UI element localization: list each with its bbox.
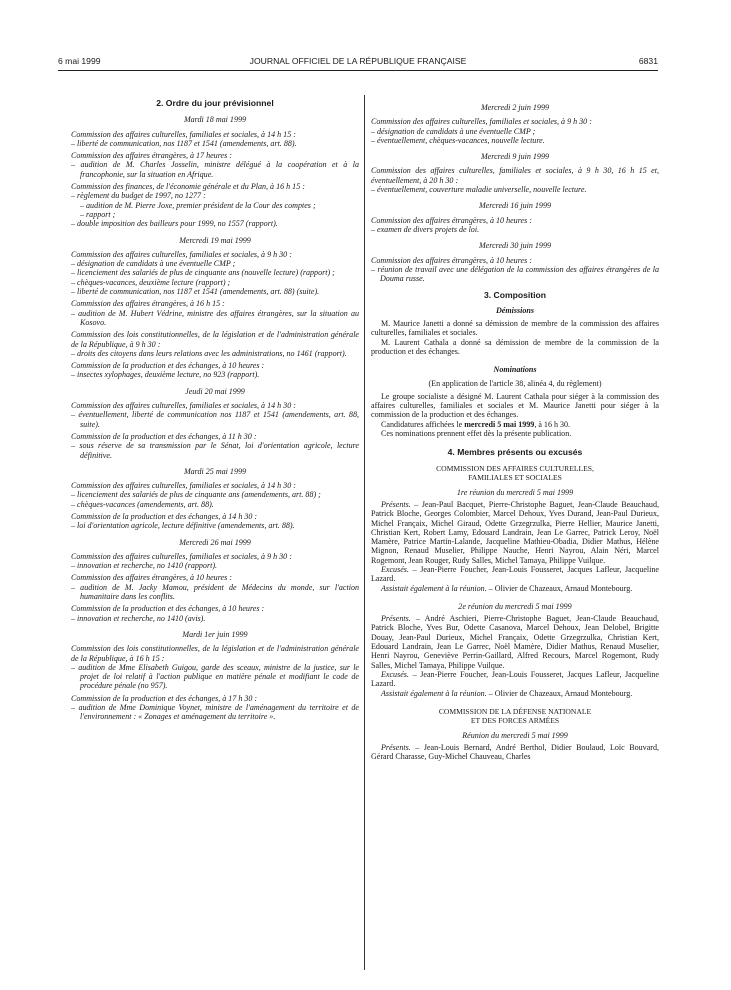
commission-line: Commission des affaires culturelles, familiales et sociales, à 9 h 30 : bbox=[371, 117, 592, 127]
excuses-paragraph bbox=[371, 565, 659, 584]
agenda-item: – innovation et recherche, no 1410 (rapport). bbox=[71, 561, 218, 571]
commission-heading-line: COMMISSION DE LA DÉFENSE NATIONALE bbox=[438, 706, 592, 716]
day-heading: Mardi 18 mai 1999 bbox=[183, 115, 247, 125]
commission-line: Commission des affaires étrangères, à 10 heures : bbox=[71, 573, 232, 583]
reunion-heading: 2e réunion du mercredi 5 mai 1999 bbox=[458, 601, 572, 611]
assistait-list: – Olivier de Chazeaux, Arnaud Montebourg. bbox=[486, 583, 633, 593]
agenda-item: – désignation de candidats à une éventuelle CMP ; bbox=[71, 259, 236, 269]
excuses-list: – Jean-Pierre Foucher, Jean-Louis Fousseret, Jacques Lafleur, Jacqueline Lazard. bbox=[371, 564, 659, 584]
header-rule bbox=[58, 70, 658, 71]
day-heading: Jeudi 20 mai 1999 bbox=[185, 386, 245, 396]
commission-line: Commission des affaires culturelles, familiales et sociales, à 9 h 30, 16 h 15 et, éventuellement, à 20 h 30 : bbox=[371, 166, 659, 185]
day-heading: Mercredi 16 juin 1999 bbox=[478, 201, 552, 211]
day-heading: Mercredi 19 mai 1999 bbox=[179, 235, 251, 245]
agenda-item: – audition de M. Hubert Védrine, ministre des affaires étrangères, sur la situation au Kosovo. bbox=[71, 308, 359, 327]
nominations-effect: Ces nominations prennent effet dès la présente publication. bbox=[381, 429, 572, 439]
agenda-item: – insectes xylophages, deuxième lecture, no 923 (rapport). bbox=[71, 370, 260, 380]
agenda-item: – audition de M. Charles Josselin, ministre délégué à la coopération et à la francophonie, sur la situation en Afrique. bbox=[71, 160, 359, 179]
assistait-paragraph bbox=[371, 689, 659, 698]
commission-line: Commission des lois constitutionnelles, de la législation et de l'administration générale de la République, à 9 h 30 : bbox=[71, 330, 359, 349]
agenda-list bbox=[71, 115, 359, 721]
commission-line: Commission des affaires culturelles, familiales et sociales, à 9 h 30 : bbox=[71, 249, 292, 259]
agenda-item: – droits des citoyens dans leurs relations avec les administrations, no 1461 (rapport). bbox=[71, 348, 347, 358]
commission-line: Commission de la production et des échanges, à 10 heures : bbox=[71, 361, 265, 371]
agenda-item: – chèques-vacances (amendements, art. 88). bbox=[71, 499, 214, 509]
commission-line: Commission de la production et des échanges, à 10 heures : bbox=[71, 604, 265, 614]
reunion-heading: 1re réunion du mercredi 5 mai 1999 bbox=[456, 487, 574, 497]
demission-paragraph: M. Laurent Cathala a donné sa démission de membre de la commission de la production et des échanges. bbox=[371, 337, 659, 356]
agenda-item: – réunion de travail avec une délégation de la commission des affaires étrangères de la Douma russe. bbox=[371, 264, 659, 284]
assistait-list: – Olivier de Chazeaux, Arnaud Montebourg. bbox=[486, 688, 633, 698]
presents-label: Présents. bbox=[381, 499, 411, 509]
assistait-label: Assistait également à la réunion. bbox=[381, 583, 487, 593]
commission-line: Commission de la production et des échanges, à 14 h 30 : bbox=[71, 511, 258, 521]
agenda-item: – éventuellement, chèques-vacances, nouvelle lecture. bbox=[371, 135, 545, 145]
commission-line: Commission des lois constitutionnelles, de la législation et de l'administration générale de la République, à 16 h 15 : bbox=[71, 644, 359, 663]
day-heading: Mardi 1er juin 1999 bbox=[182, 629, 248, 639]
presents-label: Présents. bbox=[381, 743, 411, 753]
agenda-item: – loi d'orientation agricole, lecture définitive (amendements, art. 88). bbox=[71, 521, 295, 531]
commission-line: Commission des affaires culturelles, familiales et sociales, à 14 h 30 : bbox=[71, 481, 296, 491]
commission-heading-line: COMMISSION DES AFFAIRES CULTURELLES, bbox=[436, 463, 594, 473]
assistait-label: Assistait également à la réunion. bbox=[381, 688, 487, 698]
commission-line: Commission des affaires culturelles, familiales et sociales, à 14 h 15 : bbox=[71, 129, 296, 139]
commission-line: Commission des affaires culturelles, familiales et sociales, à 9 h 30 : bbox=[71, 551, 292, 561]
commission-heading bbox=[371, 464, 659, 483]
assistait-paragraph bbox=[371, 584, 659, 593]
commission-heading-line: FAMILIALES ET SOCIALES bbox=[468, 473, 562, 483]
agenda-item: – désignation de candidats à une éventuelle CMP ; bbox=[371, 126, 536, 136]
agenda-item: – double imposition des bailleurs pour 1999, no 1557 (rapport). bbox=[71, 219, 278, 229]
commission-line: Commission des affaires étrangères, à 17 heures : bbox=[71, 151, 232, 161]
agenda-item: – liberté de communication, nos 1187 et 1541 (amendements, art. 88) (suite). bbox=[71, 287, 320, 297]
agenda-item: – éventuellement, liberté de communication nos 1187 et 1541 (amendements, art. 88, suite). bbox=[71, 410, 359, 429]
presents-list: – André Aschieri, Pierre-Christophe Baguet, Jean-Claude Beauchaud, Patrick Bloche, Yves Bur, Odette Casanova, Marcel Dehoux, Jean Delobel, Brigitte Douay, Jean-Paul Durieux, Michel Françaix, Odette Grzegrzulka, Christian Kert, Edouard Landrain, Jean Le Garrec, Noël Mamère, Didier Mathus, Renaud Muselier, Henri Nayrou, Geneviève Perrin-Gaillard, Alfred Recours, Marcel Rogemont, Rudy Salles, Michel Tamaya, Philippe Vuilque. bbox=[371, 614, 659, 670]
subtitle-demissions: Démissions bbox=[495, 305, 534, 315]
right-column bbox=[371, 96, 659, 762]
section-title-agenda: 2. Ordre du jour prévisionnel bbox=[156, 98, 274, 108]
left-column bbox=[71, 96, 359, 722]
day-heading: Mercredi 26 mai 1999 bbox=[179, 537, 251, 547]
candidatures-paragraph bbox=[371, 420, 659, 429]
agenda-item: – éventuellement, couverture maladie universelle, nouvelle lecture. bbox=[371, 185, 587, 195]
section-title-composition: 3. Composition bbox=[483, 290, 547, 301]
commission-line: Commission des finances, de l'économie générale et du Plan, à 16 h 15 : bbox=[71, 182, 305, 192]
day-heading: Mardi 25 mai 1999 bbox=[183, 466, 247, 476]
presents-list: – Jean-Paul Bacquet, Pierre-Christophe Baguet, Jean-Claude Beauchaud, Patrick Bloche, Georges Colombier, Marcel Dehoux, Yves Durand, Jean-Paul Durieux, Michel Françaix, Michel Giraud, Odette Grzegrzulka, Pierre Hellier, Maurice Janetti, Christian Kert, Robert Lamy, Edouard Landrain, Jean Le Garrec, Patrick Leroy, Noël Mamère, Patrice Martin-Lalande, Jacqueline Mathieu-Obadia, Didier Mathus, Hélène Mignon, Renaud Muselier, Philippe Nauche, Henri Nayrou, Alain Néri, Marcel Rogemont, Jean Rouger, Rudy Salles, Michel Tamaya, Philippe Vuilque. bbox=[371, 499, 659, 565]
column-divider bbox=[364, 95, 365, 970]
presents-paragraph bbox=[371, 614, 659, 670]
nominations-paragraph: Le groupe socialiste a désigné M. Laurent Cathala pour siéger à la commission des affaires culturelles, familiales et sociales et M. Maurice Janetti pour siéger à la commission de la production et des échanges. bbox=[371, 391, 659, 420]
presents-paragraph bbox=[371, 500, 659, 565]
reunion-heading: Réunion du mercredi 5 mai 1999 bbox=[462, 730, 568, 740]
commission-line: Commission de la production et des échanges, à 17 h 30 : bbox=[71, 693, 258, 703]
commission-line: Commission des affaires étrangères, à 10 heures : bbox=[371, 255, 532, 265]
day-heading: Mercredi 2 juin 1999 bbox=[480, 103, 549, 112]
agenda-item: – examen de divers projets de loi. bbox=[371, 224, 480, 234]
presents-paragraph bbox=[371, 743, 659, 762]
nominations-reference: (En application de l'article 38, alinéa 4, du règlement) bbox=[428, 378, 602, 388]
presents-label: Présents. bbox=[381, 614, 411, 624]
demission-paragraph: M. Maurice Janetti a donné sa démission de membre de la commission des affaires culturelles, familiales et sociales. bbox=[371, 319, 659, 338]
agenda-item: – règlement du budget de 1997, no 1277 : bbox=[71, 191, 206, 201]
agenda-item: – audition de Mme Elisabeth Guigou, garde des sceaux, ministre de la justice, sur le projet de loi relatif à l'action publique en matière pénale et modifiant le code de procédure pénale (no 957). bbox=[71, 662, 359, 691]
day-heading: Mercredi 9 juin 1999 bbox=[480, 152, 549, 162]
agenda-item: – audition de Mme Dominique Voynet, ministre de l'aménagement du territoire et de l'environnement : « Zonages et aménagement du territoire ». bbox=[71, 703, 359, 722]
page-header bbox=[58, 56, 658, 70]
excuses-paragraph bbox=[371, 670, 659, 689]
candidatures-prefix: Candidatures affichées le bbox=[381, 419, 465, 429]
header-title: JOURNAL OFFICIEL DE LA RÉPUBLIQUE FRANÇAISE bbox=[249, 56, 467, 66]
commission-heading bbox=[371, 707, 659, 726]
excuses-list: – Jean-Pierre Foucher, Jean-Louis Fousseret, Jacques Lafleur, Jacqueline Lazard. bbox=[371, 669, 659, 689]
candidatures-suffix: , à 16 h 30. bbox=[534, 419, 571, 429]
agenda-subitem: – rapport ; bbox=[80, 209, 116, 219]
agenda-item: – licenciement des salariés de plus de cinquante ans (nouvelle lecture) (rapport) ; bbox=[71, 268, 335, 278]
commission-line: Commission de la production et des échanges, à 11 h 30 : bbox=[71, 431, 257, 441]
agenda-item: – chèques-vacances, deuxième lecture (rapport) ; bbox=[71, 277, 231, 287]
commission-line: Commission des affaires culturelles, familiales et sociales, à 14 h 30 : bbox=[71, 401, 296, 411]
agenda-item: – audition de M. Jacky Mamou, président de Médecins du monde, sur l'action humanitaire dans les conflits. bbox=[71, 582, 359, 602]
commission-line: Commission des affaires étrangères, à 10 heures : bbox=[371, 215, 532, 225]
excuses-label: Excusés. bbox=[381, 669, 409, 679]
header-date: 6 mai 1999 bbox=[58, 56, 101, 66]
candidatures-date: mercredi 5 mai 1999 bbox=[464, 419, 535, 429]
day-heading: Mercredi 30 juin 1999 bbox=[478, 241, 552, 251]
excuses-label: Excusés. bbox=[381, 564, 409, 574]
agenda-item: – innovation et recherche, no 1410 (avis). bbox=[71, 613, 206, 623]
agenda-item: – sous réserve de sa transmission par le Sénat, loi d'orientation agricole, lecture définitive. bbox=[71, 441, 359, 460]
agenda-subitem: – audition de M. Pierre Joxe, premier président de la Cour des comptes ; bbox=[80, 200, 316, 210]
section-title-members: 4. Membres présents ou excusés bbox=[447, 447, 583, 458]
header-page-number: 6831 bbox=[638, 56, 658, 66]
commission-heading-line: ET DES FORCES ARMÉES bbox=[470, 716, 560, 726]
commission-line: Commission des affaires étrangères, à 16 h 15 : bbox=[71, 299, 225, 309]
agenda-item: – liberté de communication, nos 1187 et 1541 (amendements, art. 88). bbox=[71, 138, 297, 148]
agenda-item: – licenciement des salariés de plus de cinquante ans (amendements, art. 88) ; bbox=[71, 490, 321, 500]
subtitle-nominations: Nominations bbox=[493, 365, 537, 375]
presents-list: – Jean-Louis Bernard, André Berthol, Didier Boulaud, Loïc Bouvard, Gérard Charasse, Guy-Michel Chauveau, Charles bbox=[371, 743, 659, 762]
agenda-list-continued bbox=[371, 103, 659, 283]
